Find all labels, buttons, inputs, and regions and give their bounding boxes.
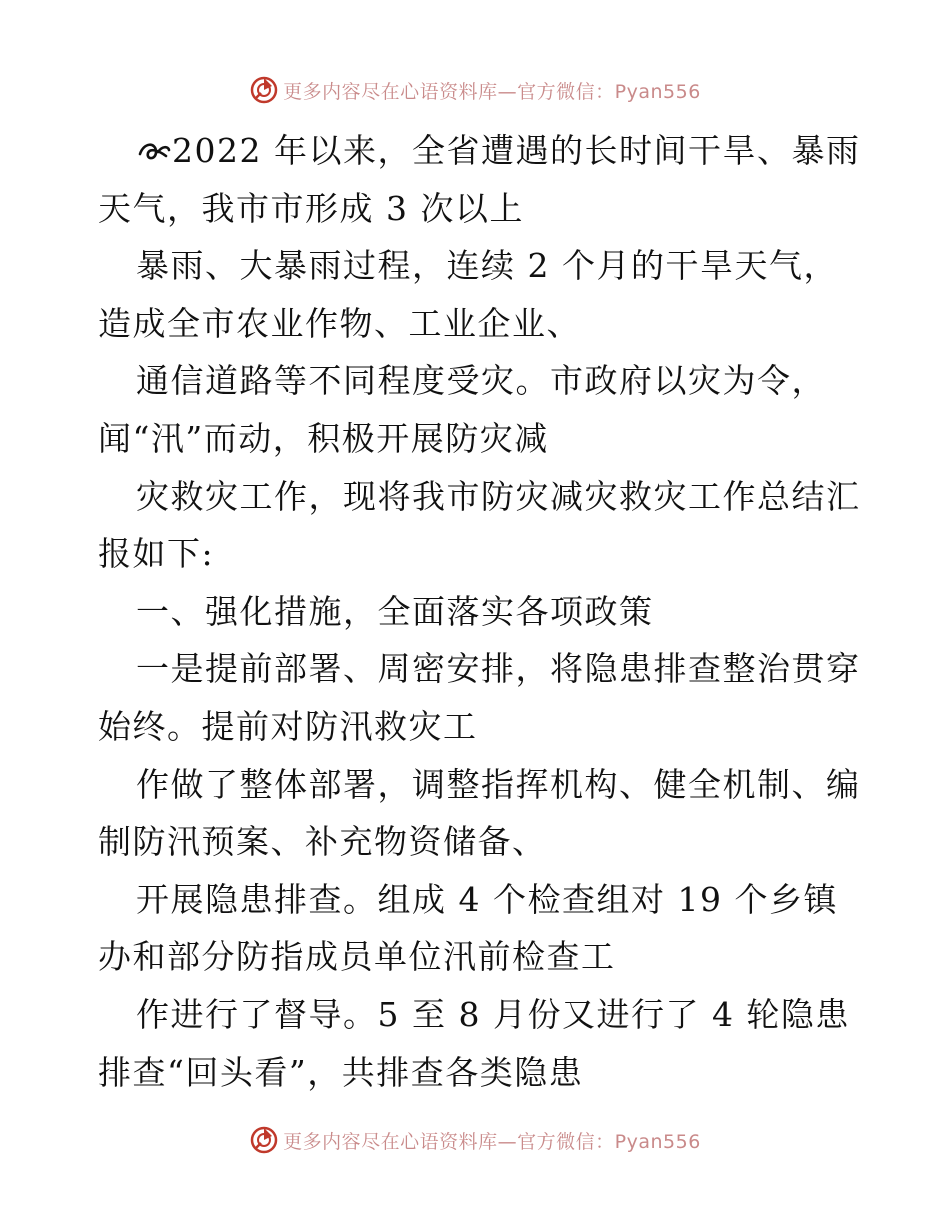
footer-banner-text: 更多内容尽在心语资料库—官方微信：Pyan556 [283,1130,701,1153]
paragraph-line: 作做了整体部署，调整指挥机构、健全机制、编 [136,764,861,804]
document-body [98,122,861,1101]
section-heading: 一、强化措施，全面落实各项政策 [136,591,654,631]
paragraph-line: 制防汛预案、补充物资储备、 [98,822,547,862]
logo-icon [249,75,279,105]
header-banner [0,70,950,110]
paragraph-line: 一是提前部署、周密安排，将隐患排查整治贯穿 [136,649,861,689]
logo-icon [249,1125,279,1155]
paragraph-line: 始终。提前对防汛救灾工 [98,706,478,746]
paragraph-line: 造成全市农业作物、工业企业、 [98,303,581,343]
paragraph-line: 灾救灾工作，现将我市防灾减灾救灾工作总结汇 [136,476,861,516]
paragraph-line: 办和部分防指成员单位汛前检查工 [98,937,616,977]
paragraph-line [98,122,861,180]
fleuron-icon [136,136,172,166]
paragraph-line: 暴雨、大暴雨过程，连续 2 个月的干旱天气， [136,246,838,286]
footer-banner [0,1120,950,1160]
line-text: 2022 年以来，全省遭遇的长时间干旱、暴雨 [172,131,861,170]
paragraph-line: 天气，我市市形成 3 次以上 [98,188,524,228]
paragraph-line: 开展隐患排查。组成 4 个检查组对 19 个乡镇 [136,879,838,919]
paragraph-line: 报如下: [98,534,215,574]
header-banner-text: 更多内容尽在心语资料库—官方微信：Pyan556 [283,80,701,103]
paragraph-line: 通信道路等不同程度受灾。市政府以灾为令， [136,361,826,401]
paragraph-line: 闻“汛”而动，积极开展防灾减 [98,418,549,458]
paragraph-line: 作进行了督导。5 至 8 月份又进行了 4 轮隐患 [136,994,850,1034]
paragraph-line: 排查“回头看”，共排查各类隐患 [98,1052,584,1092]
